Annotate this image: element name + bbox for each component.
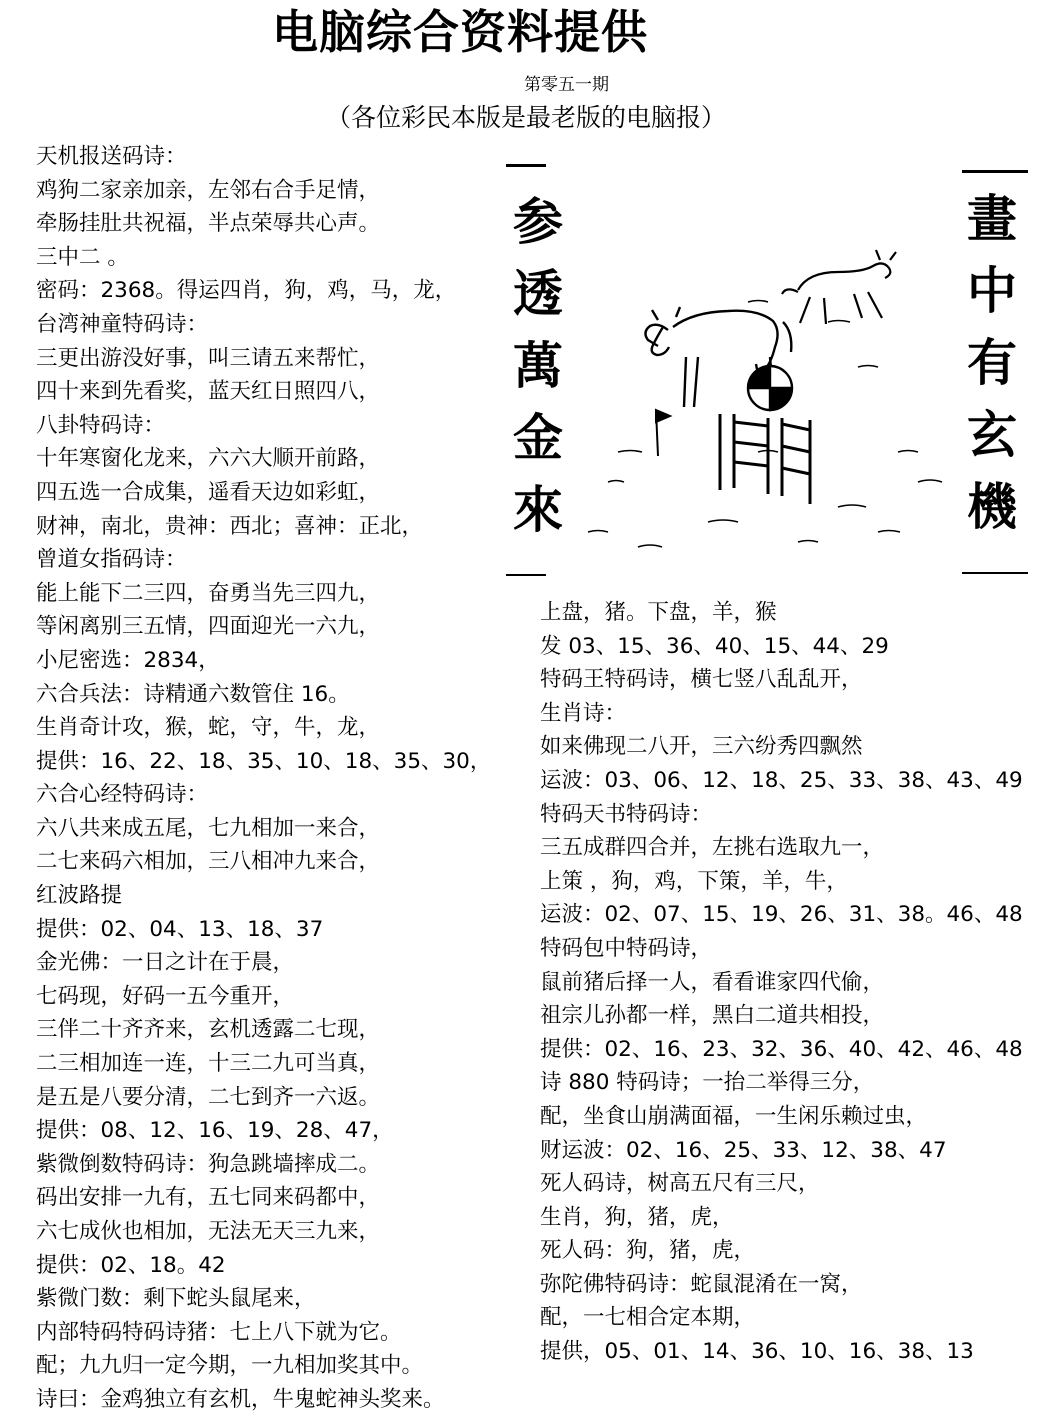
left-column-line: 四五选一合成集，遥看天边如彩虹，: [36, 479, 381, 505]
vertical-caption-left: 参透萬金來: [505, 195, 564, 555]
left-column-line: 金光佛：一日之计在于晨，: [36, 950, 295, 976]
left-column-line: 小尼密选：2834，: [36, 647, 220, 673]
left-column-line: 诗曰：金鸡独立有玄机，牛鬼蛇神头奖来。: [36, 1386, 445, 1412]
left-column-line: 内部特码特码诗猪：七上八下就为它。: [36, 1319, 402, 1345]
left-column-line: 台湾神童特码诗：: [36, 311, 209, 337]
left-column-line: 红波路提: [36, 883, 123, 909]
right-column-line: 死人码：狗，猪，虎，: [540, 1238, 756, 1264]
left-column-line: 六七成伙也相加，无法无天三九来，: [36, 1219, 381, 1244]
right-column-line: 诗 880 特码诗；一抬二举得三分，: [540, 1070, 875, 1096]
right-column-line: 提供，05、01、14、36、10、16、38、13: [540, 1339, 974, 1365]
left-column-line: 密码：2368。得运四肖，狗，鸡，马，龙，: [36, 278, 457, 304]
left-column-line: 紫微门数：剩下蛇头鼠尾来，: [36, 1286, 316, 1312]
right-column-line: 运波：03、06、12、18、25、33、38、43、49: [540, 767, 1023, 793]
left-column-line: 三伴二十齐齐来，玄机透露二七现，: [36, 1017, 381, 1043]
right-column-line: 三五成群四合并，左挑右选取九一，: [540, 835, 885, 861]
right-column-line: 配，一七相合定本期，: [540, 1305, 756, 1331]
left-column-line: 提供：08、12、16、19、28、47，: [36, 1118, 394, 1144]
left-column-line: 二三相加连一连，十三二九可当真，: [36, 1051, 381, 1077]
left-column-line: 二七来码六相加，三八相冲九来合，: [36, 849, 381, 875]
vertical-caption-right: 畫中有玄機: [959, 192, 1018, 552]
left-column-line: 等闲离别三五情，四面迎光一六九，: [36, 614, 381, 640]
right-column-line: 配，坐食山崩满面福，一生闲乐赖过虫，: [540, 1103, 928, 1129]
left-column-line: 三中二 。: [36, 244, 129, 270]
left-column-line: 提供：02、18。42: [36, 1252, 226, 1278]
gate-icon: [720, 414, 810, 504]
left-column-line: 曾道女指码诗：: [36, 547, 187, 573]
issue-number: 第零五一期: [524, 75, 609, 95]
left-column-line: 六合心经特码诗：: [36, 782, 209, 808]
right-column-line: 弥陀佛特码诗：蛇鼠混淆在一窝，: [540, 1271, 863, 1297]
left-column-line: 牵肠挂肚共祝福，半点荣辱共心声。: [36, 211, 381, 237]
page-title: 电脑综合资料提供: [272, 5, 648, 59]
left-column-line: 六八共来成五尾，七九相加一来合，: [36, 815, 381, 841]
right-column-line: 如来佛现二八开，三六纷秀四飘然: [540, 734, 863, 760]
right-column-line: 鼠前猪后择一人，看看谁家四代偷，: [540, 969, 885, 995]
left-column-line: 十年寒窗化龙来，六六大顺开前路，: [36, 446, 381, 472]
left-column-line: 八卦特码诗：: [36, 412, 166, 438]
right-column-line: 上策 ，狗，鸡，下策，羊，牛，: [540, 868, 848, 894]
ground-icon: [588, 301, 942, 548]
right-column-line: 特码包中特码诗，: [540, 935, 713, 961]
right-column-line: 提供：02、16、23、32、36、40、42、46、48: [540, 1036, 1023, 1062]
right-column-line: 特码天书特码诗：: [540, 801, 713, 827]
right-column-line: 财运波：02、16、25、33、12、38、47: [540, 1137, 947, 1163]
flag-icon: [656, 410, 670, 456]
left-column-line: 四十来到先看奖，蓝天红日照四八，: [36, 379, 381, 405]
page-subtitle: （各位彩民本版是最老版的电脑报）: [326, 103, 727, 132]
left-column: [36, 140, 506, 1417]
ox-icon: [782, 250, 896, 324]
left-column-line: 能上能下二三四，奋勇当先三四九，: [36, 580, 381, 606]
right-column-line: 生肖，狗，猪，虎，: [540, 1204, 734, 1230]
right-column-line: 发 03、15、36、40、15、44、29: [540, 633, 889, 659]
ball-icon: [748, 366, 792, 410]
left-column-line: 配；九九归一定今期，一九相加奖其中。: [36, 1353, 424, 1379]
left-column-line: 天机报送码诗：: [36, 144, 187, 169]
left-column-line: 紫微倒数特码诗：狗急跳墙摔成二。: [36, 1151, 381, 1177]
illustration: [498, 152, 1038, 584]
right-column-line: 上盘，猪。下盘，羊，猴: [540, 600, 777, 625]
left-column-line: 鸡狗二家亲加亲，左邻右合手足情，: [36, 177, 381, 203]
left-column-line: 六合兵法：诗精通六数管住 16。: [36, 681, 350, 707]
right-column-line: 死人码诗，树高五尺有三尺，: [540, 1171, 820, 1197]
left-column-line: 提供：02、04、13、18、37: [36, 916, 324, 942]
left-column-line: 是五是八要分清，二七到齐一六返。: [36, 1084, 381, 1110]
right-column-line: 运波：02、07、15、19、26、31、38。46、48: [540, 902, 1023, 928]
right-column-line: 特码王特码诗，横七竖八乱乱开，: [540, 667, 863, 693]
left-column-line: 三更出游没好事，叫三请五来帮忙，: [36, 345, 381, 371]
right-column-line: 祖宗儿孙都一样，黑白二道共相投，: [540, 1003, 885, 1029]
right-column: [540, 596, 1032, 1369]
left-column-line: 财神，南北，贵神：西北；喜神：正北，: [36, 513, 424, 539]
left-column-line: 七码现，好码一五今重开，: [36, 983, 295, 1009]
left-column-line: 码出安排一九有，五七同来码都中，: [36, 1185, 381, 1211]
right-column-line: 生肖诗：: [540, 700, 627, 726]
left-column-line: 提供：16、22、18、35、10、18、35、30，: [36, 748, 492, 774]
left-column-line: 生肖奇计攻，猴，蛇，守，牛，龙，: [36, 715, 381, 741]
